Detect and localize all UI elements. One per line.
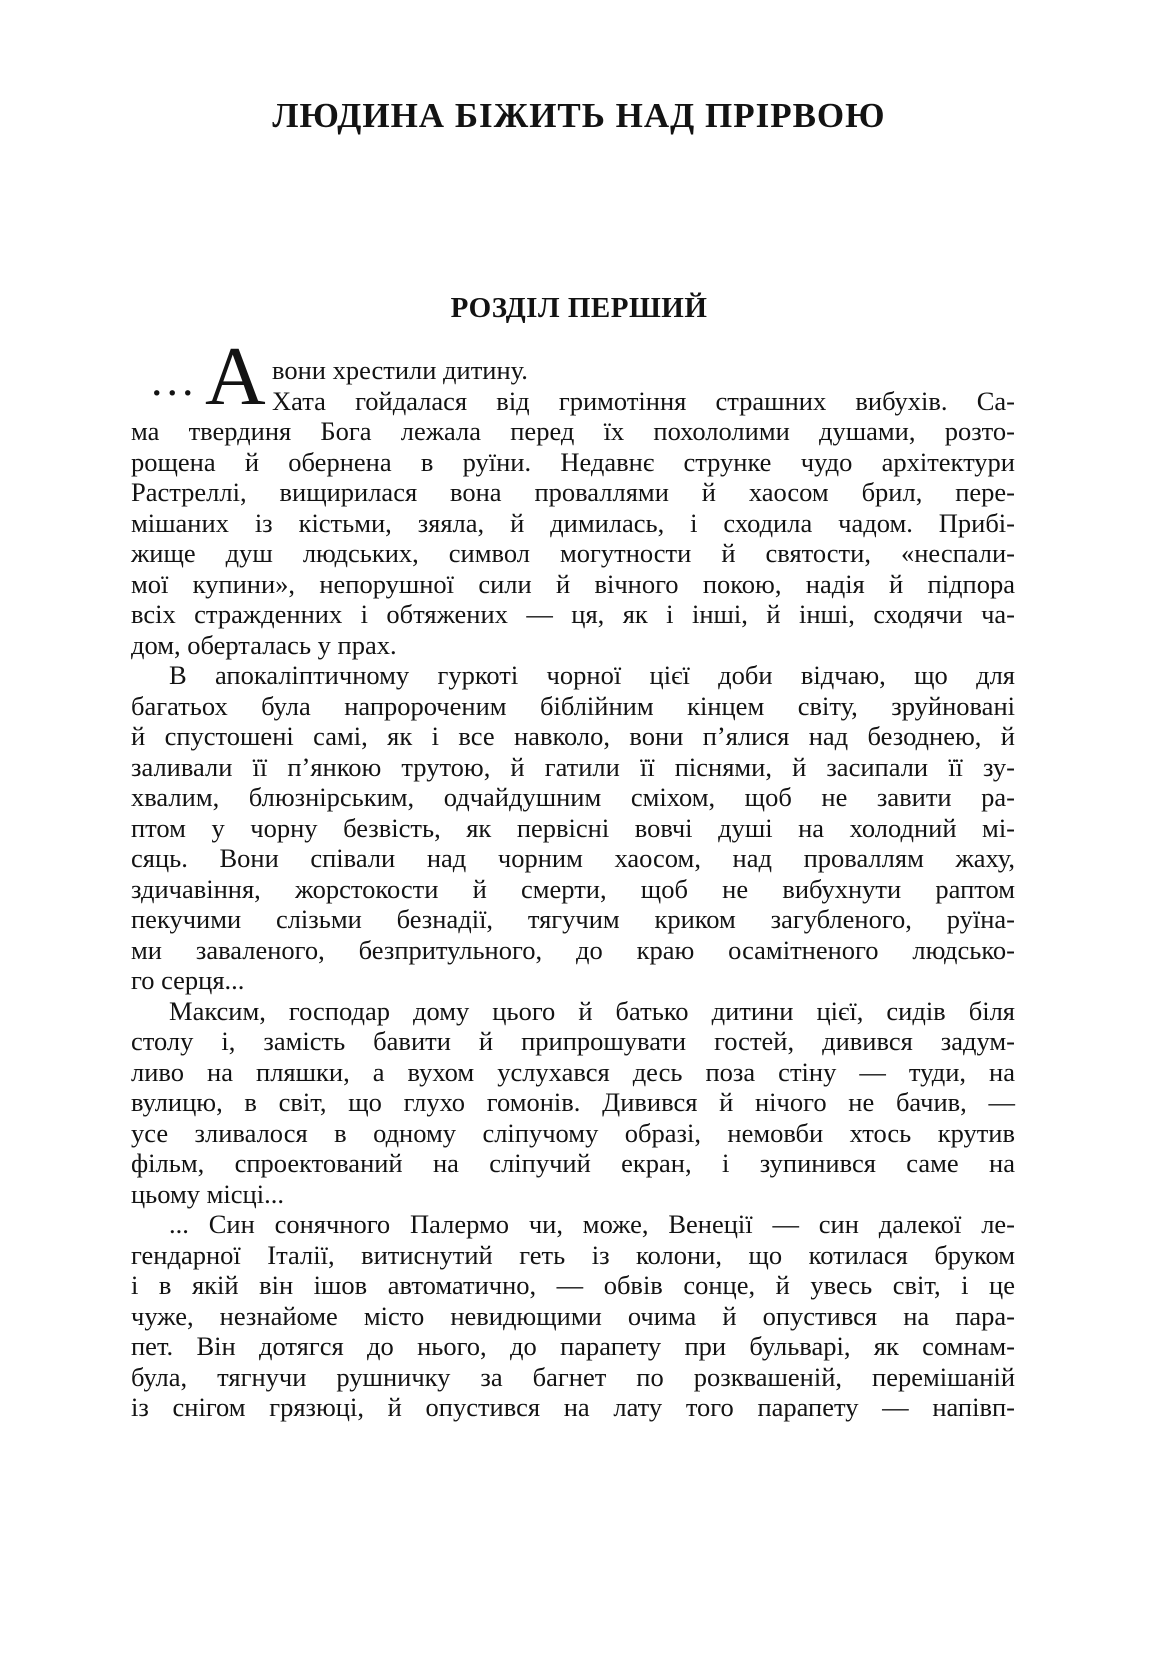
text-line: го серця... [131, 965, 245, 995]
text-line: мої купини», непорушної сили й вічного покою, надія й підпора [131, 568, 1015, 599]
dropcap-ellipsis: ... [151, 354, 198, 405]
text-line: вулицю, в світ, що глухо гомонів. Дивився й нічого не бачив, — [131, 1087, 1015, 1117]
text-line: гендарної Італії, витиснутий геть із колони, що котилася бруком [131, 1239, 1015, 1270]
text-line: і в якій він ішов автоматично, — обвів сонце, й увесь світ, і це [131, 1270, 1015, 1300]
text-line: пет. Він дотягся до нього, до парапету при бульварі, як сомнам- [131, 1331, 1015, 1361]
text-line: усе зливалося в одному сліпучому образі, немовби хтось крутив [131, 1117, 1015, 1148]
text-line: сяць. Вони співали над чорним хаосом, над проваллям жаху, [131, 843, 1015, 873]
text-line: цьому місці... [131, 1178, 284, 1209]
text-line: хвалим, блюзнірським, одчайдушним сміхом, щоб не завити ра- [131, 782, 1015, 812]
text-line: ливо на пляшки, а вухом услухався десь поза стіну — туди, на [131, 1056, 1015, 1087]
text-line: чуже, незнайоме місто невидющими очима й опустився на пара- [131, 1300, 1015, 1331]
text-line: була, тягнучи рушничку за багнет по розквашеній, перемішаній [131, 1361, 1015, 1392]
text-line: й спустошені самі, як і все навколо, вони п’ялися над безоднею, й [131, 721, 1015, 751]
paragraph [131, 330, 1015, 660]
paragraph [131, 996, 1015, 1210]
text-line: В апокаліптичному гуркоті чорної цієї доби відчаю, що для [169, 660, 1015, 690]
text-line: дом, оберталась у прах. [131, 629, 397, 660]
chapter-heading: РОЗДІЛ ПЕРШИЙ [450, 292, 708, 324]
text-line: птом у чорну безвість, як первісні вовчі душі на холодний мі- [131, 812, 1015, 843]
text-line: столу і, замість бавити й припрошувати гостей, дивився задум- [131, 1026, 1015, 1056]
text-line: рощена й обернена в руїни. Недавнє струнке чудо архітектури [131, 446, 1015, 477]
book-title: ЛЮДИНА БІЖИТЬ НАД ПРІРВОЮ [272, 96, 886, 135]
text-line: заливали її п’янкою трутою, й гатили її піснями, й засипали її зу- [131, 751, 1015, 782]
text-line: всіх стражденних і обтяжених — ця, як і інші, й інші, сходячи ча- [131, 599, 1015, 629]
text-line: пекучими слізьми безнадії, тягучим криком загубленого, руїна- [131, 904, 1015, 934]
text-line: ма твердиня Бога лежала перед їх похололими душами, розто- [131, 416, 1015, 446]
text-line: Максим, господар дому цього й батько дитини цієї, сидів біля [169, 995, 1015, 1026]
text-line: із снігом грязюці, й опустився на лату того парапету — напівп- [131, 1392, 1015, 1422]
text-line: Растреллі, вищирилася вона проваллями й хаосом брил, пере- [131, 477, 1015, 507]
paragraph [131, 1209, 1015, 1423]
text-line: багатьох була напророченим біблійним кінцем світу, зруйновані [131, 690, 1015, 721]
text-line: вони хрестили дитину. [272, 355, 528, 385]
text-line: мішаних із кістьми, зяяла, й димилась, і сходила чадом. Прибі- [131, 507, 1015, 538]
text-line: ми заваленого, безпритульного, до краю осамітненого людсько- [131, 934, 1015, 965]
text-line: Хата гойдалася від гримотіння страшних вибухів. Са- [272, 385, 1015, 416]
text-line: ... Син сонячного Палермо чи, може, Венеції — син далекої ле- [169, 1209, 1015, 1239]
paragraph [131, 660, 1015, 996]
dropcap-letter: А [205, 330, 266, 423]
text-line: здичавіння, жорстокости й смерти, щоб не вибухнути раптом [131, 873, 1015, 904]
body-text [131, 330, 1015, 1423]
text-line: фільм, спроектований на сліпучий екран, і зупинився саме на [131, 1148, 1015, 1178]
text-line: жище душ людських, символ могутности й святости, «неспали- [131, 538, 1015, 568]
